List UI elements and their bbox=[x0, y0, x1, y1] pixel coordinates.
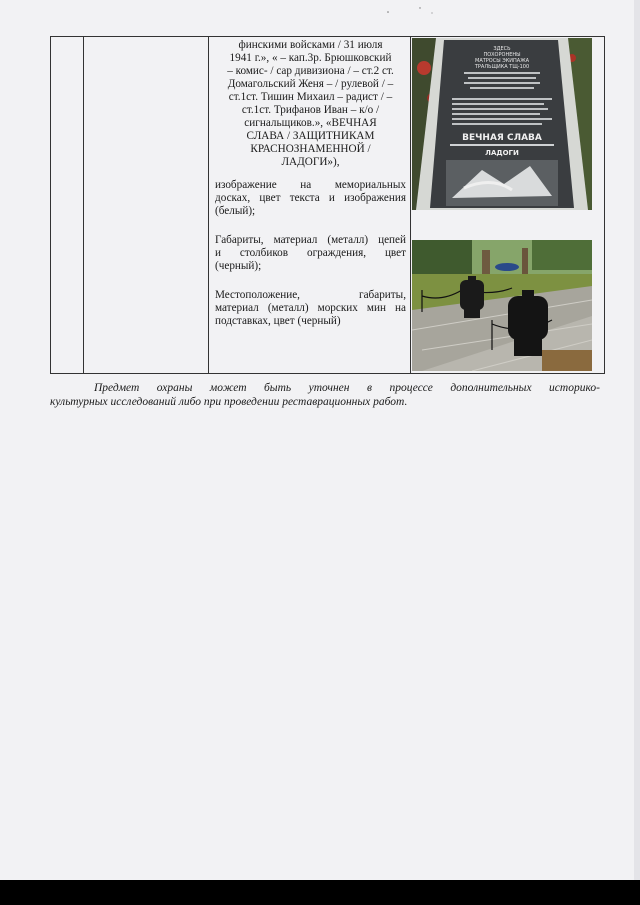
footnote-line: Предмет охраны может быть уточнен в процессе дополнительных историко- bbox=[94, 382, 600, 394]
plaque-text: ТРАЛЬЩИКА ТЩ-100 bbox=[474, 64, 530, 70]
description-cell bbox=[209, 37, 411, 374]
scan-bottom-border bbox=[0, 880, 640, 905]
scan-specks bbox=[380, 4, 440, 16]
footnote bbox=[50, 381, 600, 409]
plaque-slogan: ЛАДОГИ bbox=[485, 149, 519, 157]
photo-cell bbox=[411, 37, 605, 374]
item-fence bbox=[209, 232, 410, 273]
naval-mine bbox=[508, 290, 548, 356]
plaque-text: ЗДЕСЬ bbox=[493, 46, 511, 52]
text-line: Домагольский Женя – / рулевой / – bbox=[227, 78, 394, 90]
inscription-text bbox=[209, 37, 410, 169]
footnote-line: культурных исследований либо при проведении реставрационных работ. bbox=[50, 396, 408, 408]
plaque-text: ПОХОРОНЕНЫ bbox=[483, 52, 521, 58]
text-line: 1941 г.», « – кап.3р. Брюшковский bbox=[229, 52, 392, 64]
text-line: ст.1ст. Тишин Михаил – радист / – bbox=[228, 91, 393, 103]
text-line: и столбиков ограждения, цвет bbox=[215, 247, 406, 259]
item-mines bbox=[209, 287, 410, 328]
number-cell bbox=[51, 37, 84, 374]
text-line: Местоположение, габариты, bbox=[215, 289, 406, 301]
text-line: СЛАВА / ЗАЩИТНИКАМ bbox=[246, 130, 375, 142]
text-line: материал (металл) морских мин на bbox=[215, 302, 406, 314]
text-line: изображение на мемориальных bbox=[215, 179, 406, 191]
text-line: подставках, цвет (черный) bbox=[215, 315, 341, 327]
memorial-plaque-photo bbox=[412, 38, 592, 210]
text-line: – комис- / сар дивизиона / – ст.2 ст. bbox=[227, 65, 394, 77]
text-line: ст.1ст. Трифанов Иван – к/о / bbox=[241, 104, 380, 116]
text-line: финскими войсками / 31 июля bbox=[238, 39, 383, 51]
text-line: (белый); bbox=[215, 205, 256, 217]
plaque-text: МАТРОСЫ ЭКИПАЖА bbox=[475, 58, 529, 64]
text-line: сигнальщиков.», «ВЕЧНАЯ bbox=[244, 117, 377, 129]
text-line: досках, цвет текста и изображения bbox=[215, 192, 406, 204]
page-edge bbox=[634, 0, 640, 880]
item-images bbox=[209, 177, 410, 218]
monument-table bbox=[50, 36, 605, 374]
name-cell bbox=[84, 37, 209, 374]
plaque-slogan: ВЕЧНАЯ СЛАВА bbox=[462, 133, 542, 143]
text-line: ЛАДОГИ»), bbox=[281, 156, 340, 168]
text-line: (черный); bbox=[215, 260, 262, 272]
text-line: Габариты, материал (металл) цепей bbox=[215, 234, 406, 246]
naval-mines-photo bbox=[412, 240, 592, 371]
text-line: КРАСНОЗНАМЕННОЙ / bbox=[250, 143, 371, 155]
